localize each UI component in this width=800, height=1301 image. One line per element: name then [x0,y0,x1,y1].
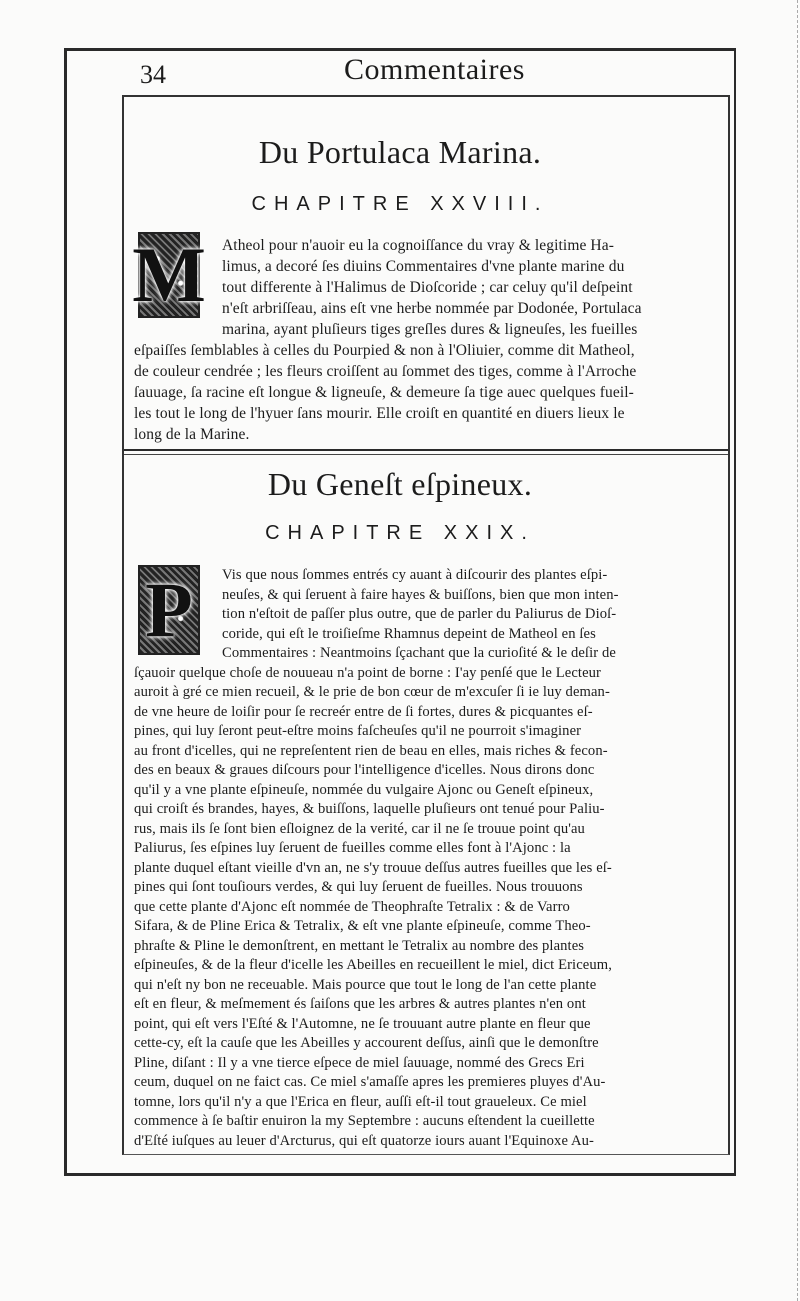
text-line: cette-cy, eſt la cauſe que les Abeilles y accourent deſſus, ainſi que le demonſtre [134,1035,599,1051]
text-line: Vis que nous ſommes entrés cy auant à diſcourir des plantes eſpi- [222,567,608,583]
text-line: ſauuage, ſa racine eſt longue & ligneuſe, & demeure ſa tige auec quelques fueil- [134,384,634,401]
section-title-portulaca: Du Portulaca Marina. [258,134,542,170]
text-line: que cette plante d'Ajonc eſt nommée de Theophraſte Tetralix : & de Varro [134,899,570,915]
text-line: ſçauoir quelque choſe de nouueau n'a point de borne : I'ay penſé que le Lecteur [134,665,601,681]
text-line: pines qui ſont touſiours verdes, & qui luy ſeruent de fueilles. Nous trouuons [134,879,583,895]
text-line: marina, ayant pluſieurs tiges greſles dures & ligneuſes, les fueilles [222,321,638,338]
text-line: Commentaires : Neantmoins ſçachant que la curioſité & le deſir de [222,645,616,661]
text-line: plante duquel eſtant vieille d'vn an, ne s'y trouue deſſus autres fueilles que les eſ- [134,860,612,876]
text-line: Sifara, & de Pline Erica & Tetralix, & eſt vne plante eſpineuſe, comme Theo- [134,918,591,934]
text-line: ceum, duquel on ne faict cas. Ce miel s'amaſſe apres les premieres pluyes d'Au- [134,1074,606,1090]
text-line: eſt en fleur, & meſmement és ſaiſons que les arbres & autres plantes n'en ont [134,996,586,1012]
text-line: pines, qui luy ſeront peut-eſtre moins faſcheuſes qu'il ne pourroit s'imaginer [134,723,582,739]
text-line: qui n'eſt ny bon ne receuable. Mais pource que tout le long de l'an cette plante [134,977,597,993]
drop-cap-m [132,231,206,318]
text-line: n'eſt arbriſſeau, ains eſt vne herbe nommée par Dodonée, Portulaca [222,300,642,317]
text-line: Pline, diſant : Il y a vne tierce eſpece de miel ſauuage, nommé des Grecs Eri [134,1055,585,1071]
text-line: tout differente à l'Halimus de Dioſcoride ; car celuy qu'il deſpeint [222,279,633,296]
text-line: qu'il y a vne plante eſpineuſe, nommée du vulgaire Ajonc ou Geneſt eſpineux, [134,782,594,798]
drop-cap-letter: M [132,231,206,318]
text-line: point, qui eſt vers l'Eſté & l'Automne, ne ſe trouuant autre plante en fleur que [134,1016,591,1032]
text-line: tomne, lors qu'il n'y a que l'Erica en fleur, auſſi eſt-il tout graueleux. Ce miel [134,1094,587,1110]
text-line: de couleur cendrée ; les fleurs croiſſent au ſommet des tiges, comme à l'Arroche [134,363,637,380]
text-line: d'Eſté iuſques au leuer d'Arcturus, qui eſt quatorze iours auant l'Equinoxe Au- [134,1133,594,1149]
text-line: commence à ſe baſtir enuiron la my Septembre : aucuns eſtendent la cueillette [134,1113,595,1129]
text-line: au front d'icelles, qui ne repreſentent rien de beau en elles, mais riches & fecon- [134,743,608,759]
text-line: phraſte & Pline le demonſtrent, en mettant le Tetralix au nombre des plantes [134,938,585,954]
text-line: limus, a decoré ſes diuins Commentaires d'vne plante marine du [222,258,625,275]
text-line: des en beaux & graues diſcours pour l'intelligence d'icelles. Nous dirons donc [134,762,595,778]
running-head: Commentaires [344,53,525,86]
section-divider [124,449,728,455]
text-line: eſpineuſes, & de la fleur d'icelle les Abeilles en recueillent le miel, dict Ericeum, [134,957,612,973]
text-line: de vne heure de loiſir pour ſe recreér entre de ſi fortes, dures & picquantes eſ- [134,704,593,720]
text-line: tion n'eſtoit de paſſer plus outre, que de parler du Paliurus de Dioſ- [222,606,617,622]
text-line: rus, mais ils ſe ſont bien eſloignez de la verité, car il ne ſe trouue point qu'au [134,821,585,837]
drop-cap-letter: P [145,566,193,653]
text-line: coride, qui eſt le troiſieſme Rhamnus depeint de Matheol en ſes [222,626,596,642]
text-line: long de la Marine. [134,426,250,443]
text-line: Atheol pour n'auoir eu la cognoiſſance du vray & legitime Ha- [222,237,614,254]
text-line: eſpaiſſes ſemblables à celles du Pourpied & non à l'Oliuier, comme dit Matheol, [134,342,635,359]
text-line: Paliurus, ſes eſpines luy ſeruent de fueilles comme elles font à l'Ajonc : la [134,840,571,856]
text-line: les tout le long de l'hyuer ſans mourir. Elle croiſt en quantité en diuers lieux le [134,405,625,422]
drop-cap-p [138,565,200,655]
chapter-label-xxviii: CHAPITRE XXVIII. [251,193,549,215]
chapter-label-xxix: CHAPITRE XXIX. [265,522,535,544]
page-number: 34 [140,60,166,89]
text-line: auroit à gré ce mien recueil, & le prie de bon cœur de m'excuſer ſi ie luy deman- [134,684,610,700]
section-title-genest: Du Geneſt eſpineux. [267,466,533,502]
text-line: neuſes, & qui ſeruent à faire hayes & buiſſons, bien que mon inten- [222,587,619,603]
text-line: qui croiſt és brandes, hayes, & buiſſons, laquelle pluſieurs ont tenué pour Paliu- [134,801,605,817]
